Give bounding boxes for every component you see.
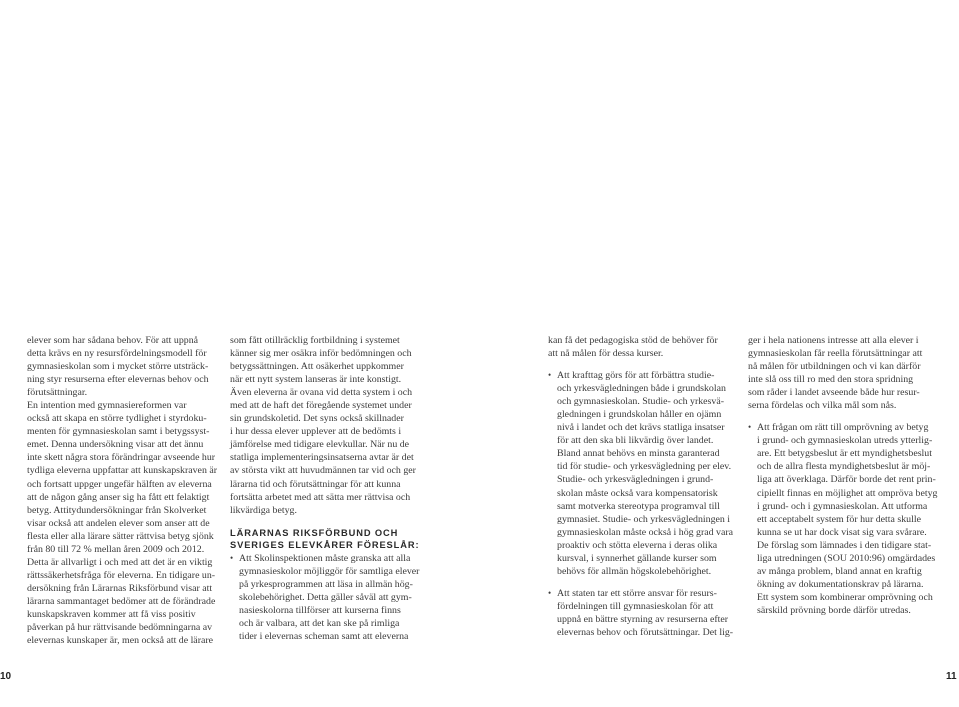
column-4-intro	[748, 334, 937, 412]
text-line: likvärdiga betyg.	[230, 504, 297, 516]
text-line: i grund- och gymnasieskolan utreds ytterlig-	[757, 435, 933, 447]
text-line: nå målen för utbildningen och vi kan därför	[748, 361, 921, 373]
text-line: Att Skolinspektionen måste granska att alla	[239, 552, 411, 564]
text-line: när ett nytt system lanseras är inte konstigt.	[230, 374, 402, 386]
text-line: gymnasieskolan som i mycket större utsträck-	[27, 361, 209, 373]
text-line: elevernas kunskaper är, men också att de lärare	[27, 635, 214, 647]
text-line: Detta är allvarligt i och med att det är en viktig	[27, 556, 213, 568]
bullet-icon: •	[548, 370, 552, 381]
text-line: serna fördelas och vilka mål som nås.	[748, 400, 897, 412]
text-line: för att den ska bli likvärdig över landet.	[557, 435, 714, 447]
bullet-text	[239, 552, 419, 643]
text-line: LÄRARNAS RIKSFÖRBUND OCH	[230, 527, 399, 538]
text-line: En intention med gymnasiereformen var	[27, 400, 187, 412]
text-line: proaktiv och stötta eleverna i deras olika	[557, 539, 718, 551]
text-line: i hur dessa elever upplever att de bedömts i	[230, 426, 402, 438]
text-line: Att frågan om rätt till omprövning av betyg	[757, 422, 929, 434]
text-line: behövs för allmän högskolebehörighet.	[557, 565, 712, 577]
text-line: elevernas behov och förutsättningar. Det lig-	[557, 626, 734, 638]
text-line: ning styr resurserna efter elevernas behov och	[27, 374, 209, 386]
text-line: och gymnasieskolan. Studie- och yrkesvä-	[557, 396, 725, 408]
text-line: Att staten tar ett större ansvar för resurs-	[557, 587, 717, 599]
text-line: från 80 till 72 % mellan åren 2009 och 2012.	[27, 543, 205, 555]
text-line: menten för gymnasieskolan samt i betygssyst-	[27, 426, 210, 438]
page-number-right: 11	[946, 671, 957, 682]
text-line: att de någon gång anser sig ha fått ett felaktigt	[27, 491, 210, 503]
bullet-icon: •	[230, 552, 234, 563]
bullet-item	[230, 552, 419, 643]
text-line: liga utredningen (SOU 2010:96) omgärdades	[757, 552, 936, 564]
right-page-column-1	[548, 334, 733, 639]
text-line: sin grundskoletid. Det syns också skillnader	[230, 413, 404, 425]
text-line: samt motverka stereotypa programval till	[557, 500, 720, 512]
text-line: ger i hela nationens intresse att alla elever i	[748, 335, 919, 346]
text-line: och är valbara, att det kan ske på rimliga	[239, 617, 400, 629]
text-line: inte skett några stora förändringar avseende hur	[27, 452, 216, 464]
text-line: på yrkesprogrammen att läsa in allmän hög-	[239, 578, 413, 590]
text-line: emet. Denna undersökning visar att det ännu	[27, 439, 204, 451]
text-line: De förslag som lämnades i den tidigare stat-	[757, 539, 932, 551]
left-page-column-1	[27, 334, 217, 647]
text-line: dersökning från Lärarnas Riksförbund visar att	[27, 582, 213, 594]
text-line: som råder i landet avseende både hur resur-	[748, 387, 920, 399]
text-line: SVERIGES ELEVKÅRER FÖRESLÅR:	[230, 540, 420, 551]
text-line: inte slå oss till ro med den stora spridning	[748, 374, 914, 386]
text-line: fördelningen till gymnasieskolan för att	[557, 600, 714, 612]
text-line: nivå i landet och det krävs statliga insatser	[557, 422, 725, 434]
bullet-item	[548, 587, 733, 639]
text-line: jämförelse med tidigare elevkullar. När nu de	[230, 439, 410, 451]
text-line: med att de haft det föregående systemet under	[230, 400, 412, 412]
text-line: och fortsatt uppger ungefär hälften av eleverna	[27, 478, 212, 490]
text-line: visar också att andelen elever som anser att de	[27, 517, 210, 529]
text-line: kursval, i synnerhet gällande kurser som	[557, 552, 717, 564]
text-line: gymnasieskolan får reella förutsättningar att	[748, 348, 923, 360]
page-number-left: 10	[0, 671, 12, 682]
text-line: ett acceptabelt system för hur detta skulle	[757, 513, 921, 525]
text-line: och yrkesvägledningen både i grundskolan	[557, 383, 726, 395]
text-line: betygssättningen. Att osäkerhet uppkommer	[230, 361, 404, 373]
text-line: skolebehörighet. Detta gäller såväl att gym-	[239, 591, 412, 603]
text-line: betyg. Attitydundersökningar från Skolverket	[27, 504, 207, 516]
text-line: tydliga eleverna uppfattar att kunskapskraven är	[27, 465, 218, 477]
proposals-heading	[230, 527, 419, 552]
text-line: Bland annat behövs en minsta garanterad	[557, 448, 720, 460]
text-line: också att skapa en större tydlighet i styrdoku-	[27, 413, 207, 425]
right-page-column-2	[748, 334, 937, 617]
left-page	[0, 0, 479, 707]
text-line: tider i elevernas scheman samt att eleverna	[239, 630, 409, 642]
text-line: flesta eller alla lärare sätter rättvisa betyg sjönk	[27, 530, 214, 542]
text-line: av många problem, bland annat en kraftig	[757, 565, 922, 577]
text-line: rättssäkerhetsfråga för eleverna. En tidigare un-	[27, 569, 216, 581]
bullet-item	[548, 369, 733, 578]
column-1-text	[27, 334, 217, 647]
text-line: kunskapskraven kommer att få viss positiv	[27, 608, 196, 620]
left-page-column-2	[230, 334, 419, 643]
text-line: tid för studie- och yrkesvägledning per elev.	[557, 461, 732, 473]
text-line: fortsätta arbetet med att sätta mer rättvisa och	[230, 491, 411, 503]
text-line: i grund- och i gymnasieskolan. Att utforma	[757, 500, 928, 512]
text-line: Studie- och yrkesvägledningen i grund-	[557, 474, 714, 486]
column-2-text	[230, 334, 419, 517]
text-line: att nå målen för dessa kurser.	[548, 348, 664, 360]
bullet-text	[557, 369, 733, 578]
text-line: som fått otillräcklig fortbildning i systemet	[230, 335, 400, 346]
column-3-intro	[548, 334, 733, 360]
text-line: gymnasiet. Studie- och yrkesvägledningen i	[557, 513, 731, 525]
text-line: Att krafttag görs för att förbättra studie-	[557, 370, 715, 382]
text-line: gymnasieskolor möjliggör för samtliga elever	[239, 565, 420, 577]
text-line: statliga implementeringsinsatserna avtar är det	[230, 452, 414, 464]
text-line: känner sig mer osäkra inför bedömningen och	[230, 348, 412, 360]
text-line: detta krävs en ny resursfördelningsmodell för	[27, 348, 207, 360]
text-line: förutsättningar.	[27, 387, 88, 399]
bullet-icon: •	[748, 422, 752, 433]
text-line: gledningen i grundskolan håller en ojämn	[557, 409, 722, 421]
text-line: cipiellt finnas en möjlighet att ompröva betyg	[757, 487, 938, 499]
text-line: lärarna tid och förutsättningar för att kunna	[230, 478, 401, 490]
text-line: elever som har sådana behov. För att uppnå	[27, 335, 199, 346]
text-line: skolan måste också vara kompensatorisk	[557, 487, 718, 499]
bullet-icon: •	[548, 587, 552, 598]
text-line: liga att överklaga. Därför borde det rent prin-	[757, 474, 936, 486]
right-page	[480, 0, 959, 707]
text-line: nasieskolorna tillförser att kurserna finns	[239, 604, 401, 616]
bullet-text	[557, 587, 733, 639]
bullet-text	[757, 421, 937, 617]
text-line: och de allra flesta myndighetsbeslut är möj-	[757, 461, 931, 473]
text-line: are. Ett betygsbeslut är ett myndighetsbeslut	[757, 448, 932, 460]
text-line: gymnasieskolan måste också i hög grad vara	[557, 526, 734, 538]
text-line: ökning av dokumentationskrav på lärarna.	[757, 578, 924, 590]
text-line: kunna se ut har dock visat sig vara svårare.	[757, 526, 927, 538]
text-line: kan få det pedagogiska stöd de behöver för	[548, 335, 718, 346]
text-line: särskild prövning borde därför utredas.	[757, 604, 911, 616]
bullet-item	[748, 421, 937, 617]
text-line: Även eleverna är ovana vid detta system i och	[230, 387, 413, 399]
text-line: av största vikt att huvudmännen tar vid och ger	[230, 465, 416, 477]
text-line: påverkan på hur rättvisande bedömningarna av	[27, 622, 213, 634]
text-line: uppnå en bättre styrning av resurserna efter	[557, 613, 729, 625]
text-line: Ett system som kombinerar omprövning och	[757, 591, 933, 603]
text-line: lärarna sammantaget bedömer att de förändrade	[27, 595, 216, 607]
